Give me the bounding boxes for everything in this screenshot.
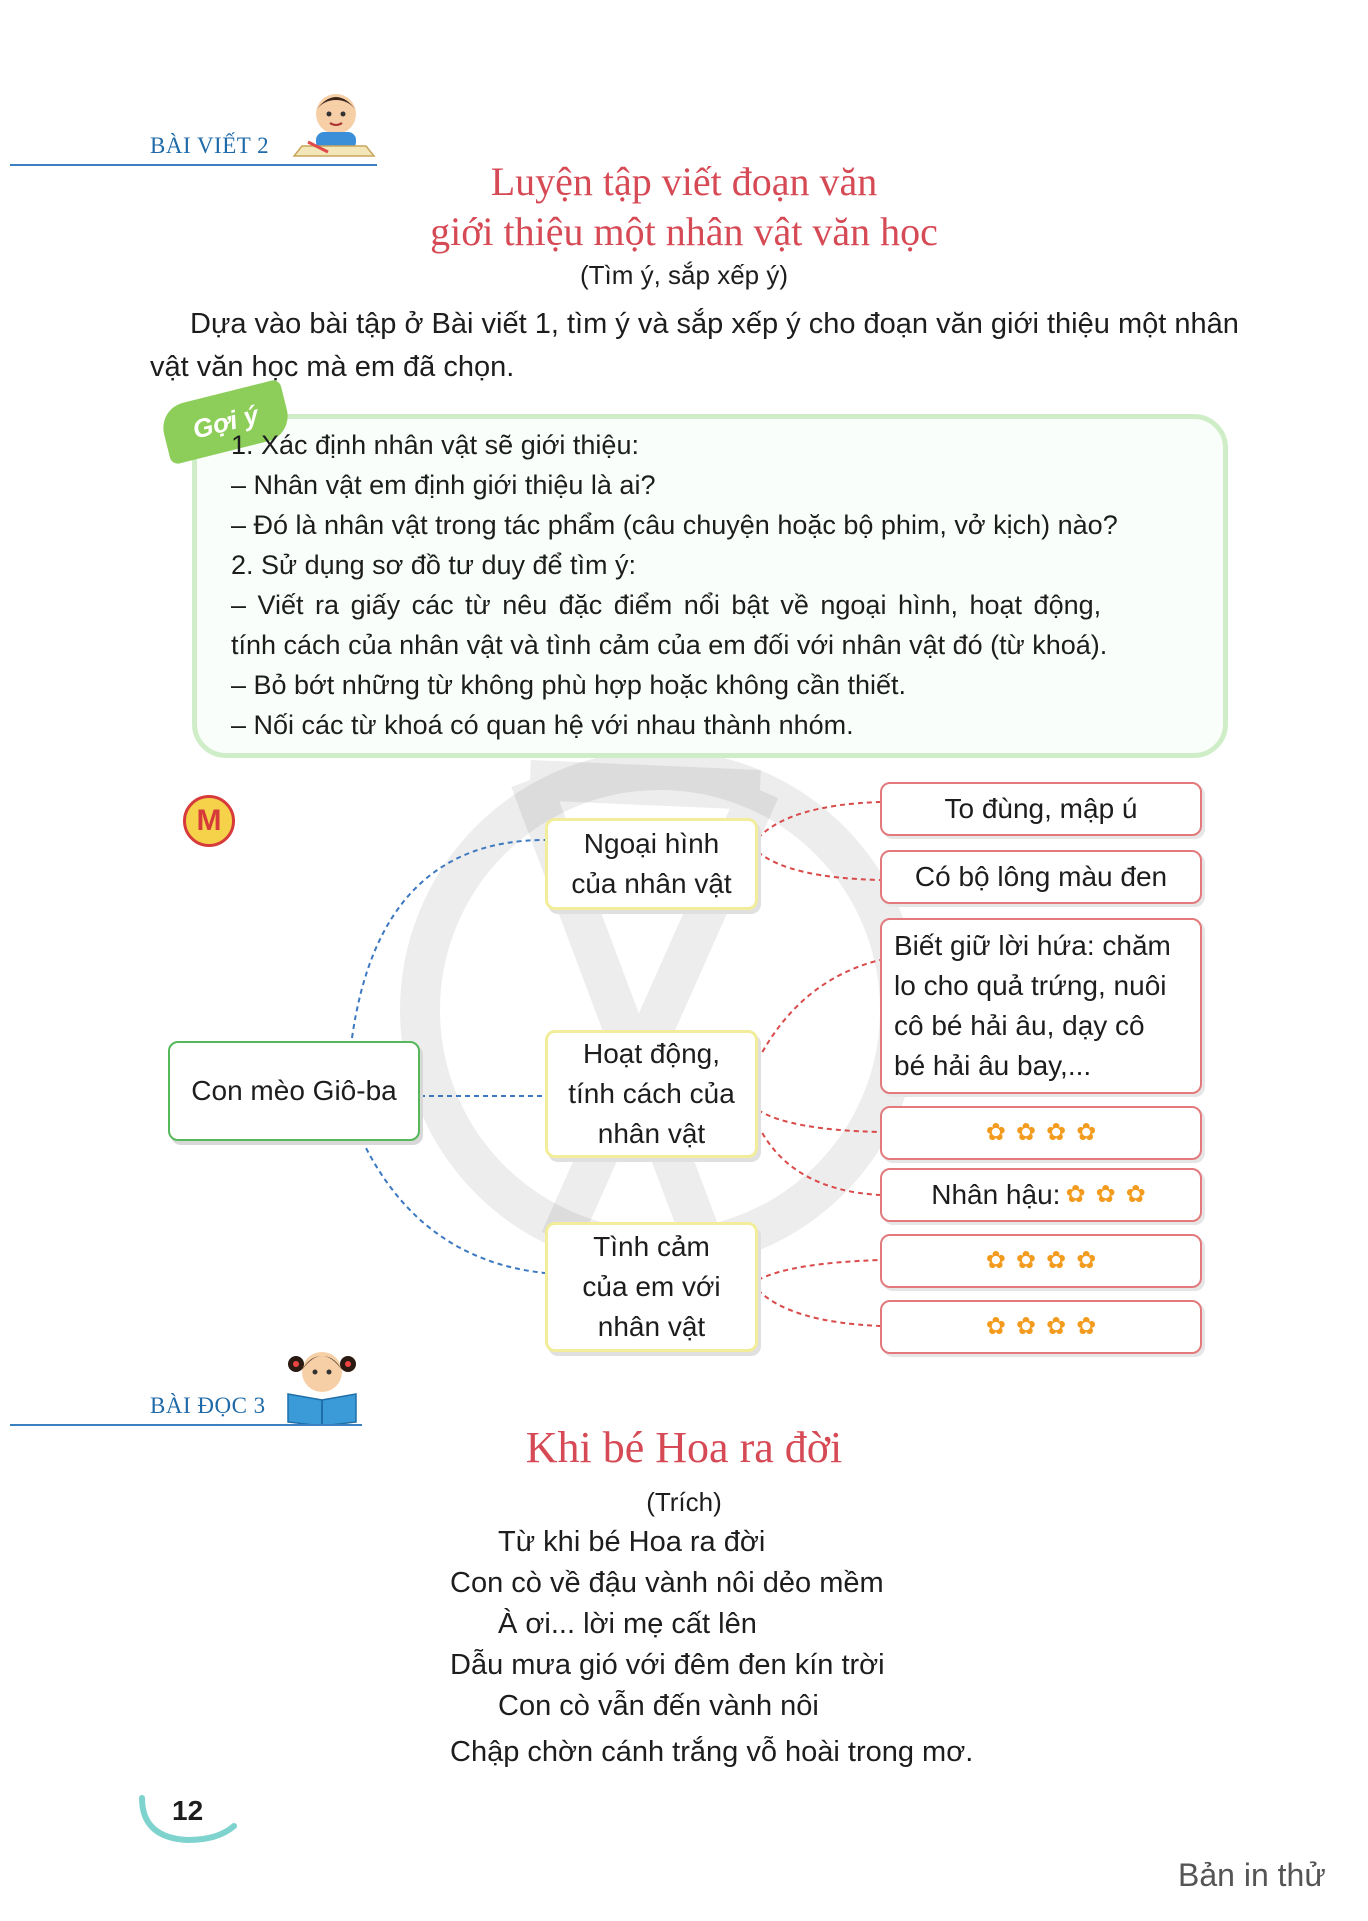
mindmap-leaf-blank <box>880 1234 1202 1288</box>
hint-tag-label: Gợi ý <box>189 398 262 445</box>
poem-line: À ơi... lời mẹ cất lên <box>498 1608 757 1640</box>
page-number: 12 <box>172 1795 204 1826</box>
girl-reading-icon <box>282 1342 362 1426</box>
hint-line: – Bỏ bớt những từ không phù hợp hoặc không cần thiết. <box>231 670 907 700</box>
hint-line: – Đó là nhân vật trong tác phẩm (câu chuyện hoặc bộ phim, vở kịch) nào? <box>231 510 1118 540</box>
reading-subtitle: (Trích) <box>646 1487 722 1517</box>
flower-icon: ✿ <box>1015 1119 1036 1146</box>
hint-box <box>192 414 1228 758</box>
lesson-subtitle: (Tìm ý, sắp xếp ý) <box>579 260 789 290</box>
flower-icon: ✿ <box>1046 1119 1067 1146</box>
flower-icon: ✿ <box>1065 1181 1086 1208</box>
hint-line: tính cách của nhân vật và tình cảm của em đối với nhân vật đó (từ khoá). <box>231 630 1108 660</box>
section-label-bai-viet: BÀI VIẾT 2 <box>150 133 270 158</box>
flower-icon: ✿ <box>1125 1181 1146 1208</box>
poem-line: Dẫu mưa gió với đêm đen kín trời <box>450 1649 885 1681</box>
flower-icon: ✿ <box>1046 1247 1067 1274</box>
flower-icon: ✿ <box>1076 1119 1097 1146</box>
poem-line: Con cò về đậu vành nôi dẻo mềm <box>450 1567 884 1599</box>
mindmap-leaf: Có bộ lông màu đen <box>880 850 1202 904</box>
mindmap-leaf-blank <box>880 1300 1202 1354</box>
flower-icon: ✿ <box>1015 1247 1036 1274</box>
flower-icon: ✿ <box>985 1313 1006 1340</box>
poem-line: Con cò vẫn đến vành nôi <box>498 1690 819 1722</box>
poem-line: Chập chờn cánh trắng vỗ hoài trong mơ. <box>450 1736 974 1768</box>
mindmap-branch-personality: Hoạt động, tính cách của nhân vật <box>545 1030 758 1158</box>
mindmap-leaf-blank <box>880 1106 1202 1160</box>
mindmap-leaf-promise: Biết giữ lời hứa: chăm lo cho quả trứng, nuôi cô bé hải âu, dạy cô bé hải âu bay,... <box>880 918 1202 1094</box>
mindmap-leaf: To đùng, mập ú <box>880 782 1202 836</box>
hint-line: – Nhân vật em định giới thiệu là ai? <box>231 470 656 500</box>
flower-icon: ✿ <box>1046 1313 1067 1340</box>
poem-line: Từ khi bé Hoa ra đời <box>498 1526 766 1558</box>
mindmap-branch-feelings: Tình cảm của em với nhân vật <box>545 1222 758 1352</box>
mindmap-branch-appearance: Ngoại hình của nhân vật <box>545 818 758 910</box>
hint-line: 1. Xác định nhân vật sẽ giới thiệu: <box>231 430 639 460</box>
section-label-bai-doc: BÀI ĐỌC 3 <box>150 1393 266 1418</box>
instruction-line2: vật văn học mà em đã chọn. <box>150 351 515 383</box>
flower-icon: ✿ <box>985 1119 1006 1146</box>
boy-writing-icon <box>288 86 378 164</box>
flower-icon: ✿ <box>1076 1247 1097 1274</box>
flower-icon: ✿ <box>1015 1313 1036 1340</box>
mindmap-center-node: Con mèo Giô-ba <box>168 1041 420 1141</box>
hint-line: – Nối các từ khoá có quan hệ với nhau thành nhóm. <box>231 710 854 740</box>
lesson-title-line2: giới thiệu một nhân vật văn học <box>430 209 938 254</box>
flower-icon: ✿ <box>1095 1181 1116 1208</box>
draft-label: Bản in thử <box>1178 1857 1326 1893</box>
hint-line: – Viết ra giấy các từ nêu đặc điểm nổi bật về ngoại hình, hoạt động, <box>231 590 1102 620</box>
flower-icon: ✿ <box>1076 1313 1097 1340</box>
flower-icon: ✿ <box>985 1247 1006 1274</box>
instruction-line1: Dựa vào bài tập ở Bài viết 1, tìm ý và sắp xếp ý cho đoạn văn giới thiệu một nhân <box>190 308 1239 340</box>
hint-line: 2. Sử dụng sơ đồ tư duy để tìm ý: <box>231 550 637 580</box>
lesson-title-line1: Luyện tập viết đoạn văn <box>490 159 878 204</box>
model-badge: M <box>183 795 235 847</box>
reading-title: Khi bé Hoa ra đời <box>525 1423 843 1472</box>
mindmap-leaf-kind: Nhân hậu: ✿ ✿ ✿ <box>880 1168 1202 1222</box>
